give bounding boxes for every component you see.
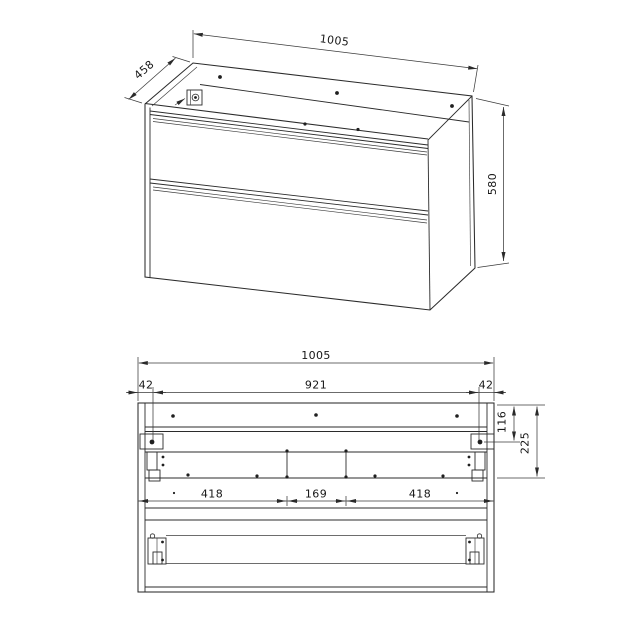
spacing-dimension — [138, 488, 494, 507]
front-hanger-depth-dim-label: 116 — [495, 410, 509, 434]
lower-slide-right — [466, 534, 484, 564]
height-dimension — [476, 99, 509, 268]
top-screw-dots — [171, 413, 459, 418]
cabinet-body — [145, 63, 475, 310]
lower-slide-left — [148, 534, 166, 564]
iso-width-dim-label: 1005 — [318, 32, 350, 49]
iso-height-dim-label: 580 — [486, 172, 499, 196]
front-hanger-span-dim-label: 921 — [304, 378, 328, 392]
iso-depth-dim-label: 458 — [131, 57, 157, 83]
wall-hanger-bracket — [175, 90, 202, 105]
front-rail-depth-dim-label: 225 — [518, 431, 532, 455]
hanger-span-dimension — [126, 379, 506, 441]
overall-width-dimension — [138, 349, 494, 401]
drawer-slide-right — [468, 452, 485, 481]
depth-dimension — [125, 57, 191, 104]
drawer-gap-lines — [150, 111, 428, 223]
width-dimension — [193, 30, 478, 92]
front-left-spacing-dim-label: 418 — [200, 487, 224, 501]
hanger-depth-dimension — [484, 405, 545, 442]
front-right-offset-dim-label: 42 — [478, 378, 494, 392]
front-left-offset-dim-label: 42 — [138, 378, 154, 392]
front-right-spacing-dim-label: 418 — [408, 487, 432, 501]
front-center-spacing-dim-label: 169 — [304, 487, 328, 501]
front-elevation-view — [126, 349, 545, 592]
isometric-view — [125, 30, 510, 310]
drawer-slide-left — [147, 452, 164, 481]
front-overall-width-dim-label: 1005 — [301, 349, 331, 362]
hanger-bracket-left — [140, 434, 163, 449]
hanger-bracket-right — [471, 434, 494, 449]
